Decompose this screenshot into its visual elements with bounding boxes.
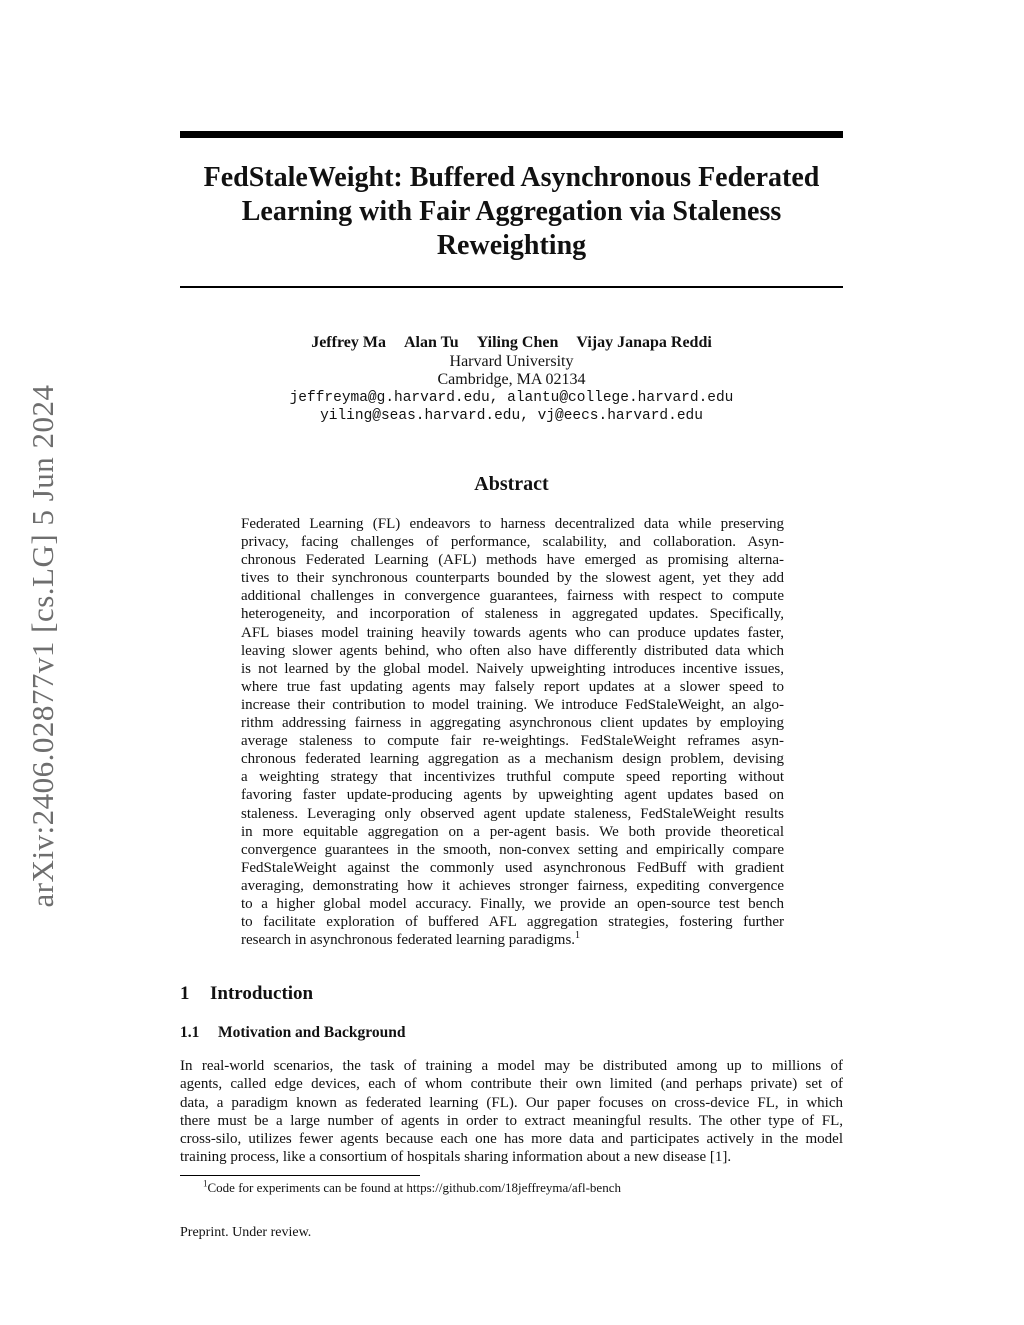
author-emails: yiling@seas.harvard.edu, vj@eecs.harvard.edu [320,408,703,424]
preprint-note: Preprint. Under review. [180,1225,312,1240]
paper-title [180,161,843,263]
intro-paragraph [180,1057,843,1167]
author-list [180,333,843,353]
abstract-line: tives to their synchronous counterparts bounded by the slowest agent, yet they add [241,570,784,587]
abstract-line: heterogeneity, and incorporation of staleness in aggregated updates. Specifically, [241,606,784,623]
footnote-marker: 1 [203,1178,208,1189]
section-title: Introduction [210,983,314,1004]
footnote-text: Code for experiments can be found at https://github.com/18jeffreyma/afl-bench [207,1180,621,1195]
abstract-line: staleness. Leveraging only observed agent update staleness, FedStaleWeight results [241,805,784,822]
abstract-line [241,931,784,949]
abstract-line: AFL biases model training heavily towards agents who can produce updates faster, [241,624,784,641]
arxiv-identifier: arXiv:2406.02877v1 [cs.LG] 5 Jun 2024 [25,384,60,908]
abstract-line: leaving slower agents behind, who often also have differently distributed data which [241,642,784,659]
abstract-line: average staleness to compute fair re-weightings. FedStaleWeight reframes asyn- [241,733,784,750]
title-top-rule [180,131,843,138]
author-name: Yiling Chen [476,334,559,351]
body-line: data, a paradigm known as federated learning (FL). Our paper focuses on cross-device FL, in which [180,1094,843,1111]
author-name: Vijay Janapa Reddi [576,334,712,351]
abstract-heading: Abstract [474,473,549,495]
body-line: agents, called edge devices, each of whom contribute their own limited (and perhaps private) set of [180,1076,843,1093]
institution-location: Cambridge, MA 02134 [437,371,586,388]
subsection-heading [180,1023,405,1043]
author-name: Alan Tu [403,334,459,351]
abstract-line: averaging, demonstrating how it achieves stronger fairness, expediting convergence [241,877,784,894]
body-line: In real-world scenarios, the task of training a model may be distributed among up to millions of [180,1058,843,1074]
abstract-line: rithm addressing fairness in aggregating asynchronous client updates by employing [241,715,784,732]
author-emails: jeffreyma@g.harvard.edu, alantu@college.harvard.edu [289,390,734,406]
abstract-line: where true fast updating agents may falsely report updates at a slower speed to [241,678,784,695]
section-number: 1 [180,983,190,1004]
body-line: training process, like a consortium of hospitals sharing information about a new disease [1]. [180,1149,732,1166]
subsection-title: Motivation and Background [218,1024,406,1041]
abstract-line: privacy, facing challenges of performance, scalability, and collaboration. Asyn- [241,534,784,551]
abstract-line: chronous Federated Learning (AFL) methods have emerged as promising alterna- [241,552,784,569]
abstract-line: to facilitate exploration of buffered AFL aggregation strategies, fostering further [241,914,784,931]
institution: Harvard University [449,353,574,370]
footnote-marker: 1 [575,930,581,942]
abstract-line: increase their contribution to model training. We introduce FedStaleWeight, an algo- [241,696,784,713]
abstract-line: Federated Learning (FL) endeavors to harness decentralized data while preserving [241,516,784,532]
subsection-number: 1.1 [180,1024,200,1041]
abstract-line: FedStaleWeight against the commonly used asynchronous FedBuff with gradient [241,859,784,876]
abstract-line: in more equitable aggregation on a per-agent basis. We both provide theoretical [241,823,784,840]
abstract-line: convergence guarantees in the smooth, non-convex setting and empirically compare [241,841,784,858]
section-heading [180,982,313,1006]
author-name: Jeffrey Ma [311,334,386,351]
body-line: cross-silo, utilizes fewer agents because each one has more data and participates actively in the model [180,1131,843,1148]
abstract-line: to a higher global model accuracy. Finally, we provide an open-source test bench [241,895,784,912]
body-line: there must be a large number of agents in order to extract meaningful results. The other type of FL, [180,1112,843,1129]
title-line: Learning with Fair Aggregation via Staleness [241,196,782,227]
title-bottom-rule [180,286,843,288]
title-line: Reweighting [436,230,587,261]
abstract-line: chronous federated learning aggregation as a mechanism design problem, devising [241,751,784,768]
footnote-rule [180,1175,420,1176]
abstract-body [241,515,784,949]
footnote [203,1179,621,1197]
abstract-line: is not learned by the global model. Naively upweighting introduces incentive issues, [241,660,784,677]
abstract-line: additional challenges in convergence guarantees, fairness with respect to compute [241,588,784,605]
abstract-line: a weighting strategy that incentivizes truthful compute speed reporting without [241,769,784,786]
abstract-line: favoring faster update-producing agents by upweighting agent updates based on [241,787,784,804]
abstract-line-text: research in asynchronous federated learning paradigms. [241,932,576,949]
affiliation-block [180,353,843,425]
title-line: FedStaleWeight: Buffered Asynchronous Federated [203,162,820,193]
